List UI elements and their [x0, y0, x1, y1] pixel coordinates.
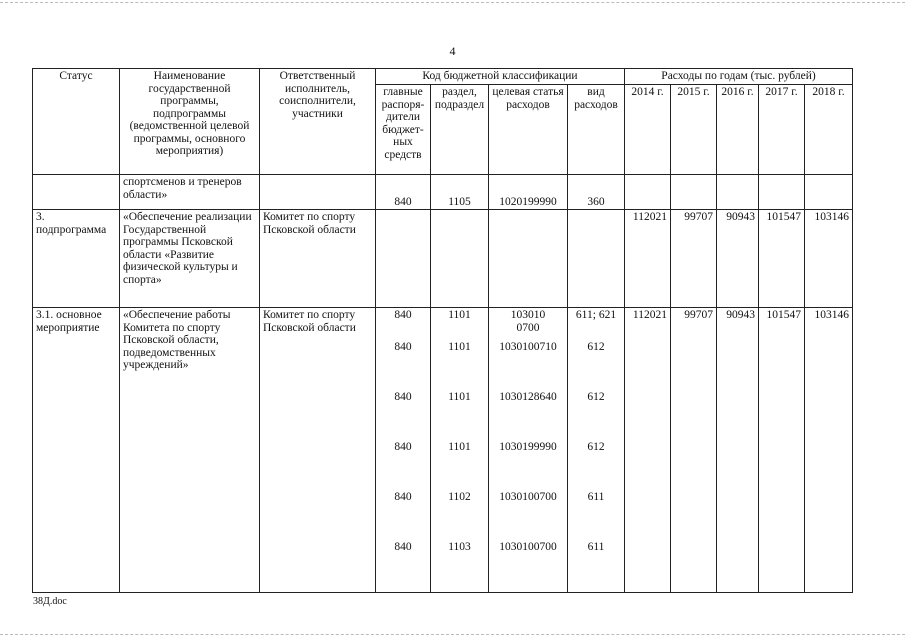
cell-2018: 103146 [805, 308, 853, 593]
cell-status: 3.1. основное мероприятие [33, 308, 120, 593]
cell-2017: 101547 [759, 308, 805, 593]
grbs-value: 840 [394, 441, 412, 453]
header-year-2017: 2017 г. [759, 85, 805, 175]
header-status: Статус [33, 69, 120, 175]
scan-edge-bottom [0, 634, 905, 635]
grbs-value: 840 [394, 309, 412, 321]
kind-value: 612 [587, 341, 605, 353]
header-year-2018: 2018 г. [805, 85, 853, 175]
grbs-value: 840 [394, 491, 412, 503]
table-row-continuation [33, 175, 853, 210]
cell-2015: 99707 [671, 210, 717, 308]
kind-value: 612 [587, 391, 605, 403]
header-responsible: Ответственный исполнитель, соисполнители, участники [260, 69, 376, 175]
cell-target [489, 210, 568, 308]
header-grbs: главные распоря-дители бюджет-ных средств [376, 85, 431, 175]
target-value: 1030100710 [499, 341, 557, 353]
cell-status: 3. подпрограмма [33, 210, 120, 308]
section-value: 1101 [448, 341, 471, 353]
cell-2014: 112021 [625, 210, 671, 308]
cell-2018 [805, 175, 853, 210]
grbs-value: 840 [394, 541, 412, 553]
section-value: 1101 [448, 309, 471, 321]
cell-2016 [717, 175, 759, 210]
section-value: 1103 [448, 541, 471, 553]
section-value: 1101 [448, 391, 471, 403]
cell-2014 [625, 175, 671, 210]
cell-target: 1020199990 [489, 175, 568, 210]
target-value-first [492, 309, 564, 341]
cell-2018: 103146 [805, 210, 853, 308]
header-section: раздел, подраздел [431, 85, 489, 175]
cell-name: «Обеспечение работы Комитета по спорту Псковской области, подведомственных учреждений» [120, 308, 260, 593]
cell-kind [568, 308, 625, 593]
budget-table [32, 68, 853, 593]
header-kind: вид расходов [568, 85, 625, 175]
header-name: Наименование государственной программы, подпрограммы (ведомственной целевой программы, основного мероприятия) [120, 69, 260, 175]
kind-value: 612 [587, 441, 605, 453]
cell-2016: 90943 [717, 308, 759, 593]
target-value: 1030128640 [499, 391, 557, 403]
cell-status [33, 175, 120, 210]
grbs-value: 840 [394, 391, 412, 403]
target-value-part: 103010 [510, 309, 546, 321]
cell-section: 1105 [431, 175, 489, 210]
header-year-2015: 2015 г. [671, 85, 717, 175]
cell-responsible: Комитет по спорту Псковской области [260, 210, 376, 308]
kind-value: 611; 621 [575, 309, 617, 321]
footer-filename: 38Д.doc [33, 596, 67, 607]
cell-grbs: 840 [376, 175, 431, 210]
cell-2017 [759, 175, 805, 210]
section-value: 1102 [448, 491, 471, 503]
cell-section [431, 210, 489, 308]
cell-2017: 101547 [759, 210, 805, 308]
kind-value: 611 [587, 491, 605, 503]
header-expenses: Расходы по годам (тыс. рублей) [625, 69, 853, 85]
cell-2015 [671, 175, 717, 210]
target-value-part: 0700 [516, 321, 540, 334]
table-row-main-activity [33, 308, 853, 593]
cell-section [431, 308, 489, 593]
section-value: 1101 [448, 441, 471, 453]
cell-responsible [260, 175, 376, 210]
header-year-2014: 2014 г. [625, 85, 671, 175]
cell-2015: 99707 [671, 308, 717, 593]
table-row-subprogram [33, 210, 853, 308]
target-value: 1030100700 [499, 491, 557, 503]
cell-responsible: Комитет по спорту Псковской области [260, 308, 376, 593]
cell-target [489, 308, 568, 593]
cell-kind [568, 210, 625, 308]
cell-name: «Обеспечение реализации Государственной программы Псковской области «Развитие физической культуры и спорта» [120, 210, 260, 308]
page-number: 4 [449, 44, 456, 58]
target-value: 1030100700 [499, 541, 557, 553]
header-budget-code: Код бюджетной классификации [376, 69, 625, 85]
target-value: 1030199990 [499, 441, 557, 453]
scan-edge-top [0, 2, 905, 3]
grbs-value: 840 [394, 341, 412, 353]
cell-kind: 360 [568, 175, 625, 210]
cell-2014: 112021 [625, 308, 671, 593]
cell-name: спортсменов и тренеров области» [120, 175, 260, 210]
header-year-2016: 2016 г. [717, 85, 759, 175]
cell-grbs [376, 210, 431, 308]
kind-value: 611 [587, 541, 605, 553]
header-target: целевая статья расходов [489, 85, 568, 175]
cell-2016: 90943 [717, 210, 759, 308]
header-row-1 [33, 69, 853, 85]
cell-grbs [376, 308, 431, 593]
